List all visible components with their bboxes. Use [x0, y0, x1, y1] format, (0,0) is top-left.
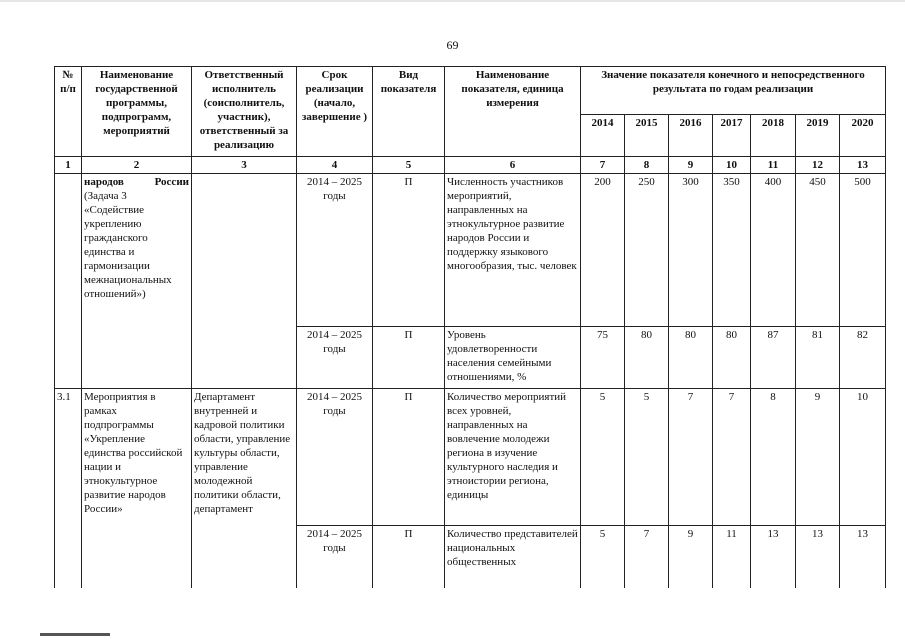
header-program-name: Наименование государственной программы, подпрограмм, мероприятий [82, 67, 192, 157]
header-indicator: Наименование показателя, единица измерения [445, 67, 581, 157]
header-term: Срок реализации (начало, завершение ) [297, 67, 373, 157]
value-cell: 7 [625, 526, 669, 588]
scan-bottom-mark [40, 633, 110, 636]
program-name-text: (Задача 3 «Содействие укреплению гражданского единства и гармонизации межнациональных отношений») [84, 190, 172, 300]
column-number: 9 [669, 157, 713, 174]
header-year: 2018 [751, 115, 796, 157]
value-cell: 10 [840, 389, 886, 526]
term-cell: 2014 – 2025 годы [297, 526, 373, 588]
term-cell: 2014 – 2025 годы [297, 327, 373, 389]
value-cell: 82 [840, 327, 886, 389]
header-year: 2019 [796, 115, 840, 157]
table-row [55, 174, 886, 327]
column-number-row [55, 157, 886, 174]
header-kind: Вид показателя [373, 67, 445, 157]
program-table [54, 66, 886, 588]
header-year: 2017 [713, 115, 751, 157]
kind-cell: П [373, 327, 445, 389]
column-number: 13 [840, 157, 886, 174]
value-cell: 300 [669, 174, 713, 327]
row-num: 3.1 [55, 389, 82, 588]
kind-cell: П [373, 526, 445, 588]
value-cell: 9 [796, 389, 840, 526]
value-cell: 500 [840, 174, 886, 327]
term-cell: 2014 – 2025 годы [297, 389, 373, 526]
header-num: № п/п [55, 67, 82, 157]
value-cell: 5 [581, 389, 625, 526]
value-cell: 200 [581, 174, 625, 327]
value-cell: 87 [751, 327, 796, 389]
column-number: 7 [581, 157, 625, 174]
top-edge-line [0, 0, 905, 2]
column-number: 4 [297, 157, 373, 174]
row-num [55, 174, 82, 389]
kind-cell: П [373, 174, 445, 327]
header-executor: Ответственный исполнитель (соисполнитель, участник), ответственный за реализацию [192, 67, 297, 157]
value-cell: 13 [751, 526, 796, 588]
value-cell: 9 [669, 526, 713, 588]
executor-cell: Департамент внутренней и кадровой политики области, управление культуры области, управление молодежной политики области, департамент [192, 389, 297, 588]
value-cell: 8 [751, 389, 796, 526]
header-values-group: Значение показателя конечного и непосредственного результата по годам реализации [581, 67, 886, 115]
column-number: 11 [751, 157, 796, 174]
column-number: 2 [82, 157, 192, 174]
executor-cell [192, 174, 297, 389]
program-name-cell: Мероприятия в рамках подпрограммы «Укрепление единства российской нации и этнокультурное развитие народов России» [82, 389, 192, 588]
header-year: 2016 [669, 115, 713, 157]
value-cell: 13 [796, 526, 840, 588]
column-number: 10 [713, 157, 751, 174]
indicator-cell: Количество представителей национальных общественных [445, 526, 581, 588]
column-number: 1 [55, 157, 82, 174]
table-row [55, 389, 886, 526]
value-cell: 450 [796, 174, 840, 327]
value-cell: 5 [581, 526, 625, 588]
value-cell: 7 [713, 389, 751, 526]
value-cell: 400 [751, 174, 796, 327]
value-cell: 7 [669, 389, 713, 526]
column-number: 8 [625, 157, 669, 174]
kind-cell: П [373, 389, 445, 526]
indicator-cell: Уровень удовлетворенности населения семейными отношениями, % [445, 327, 581, 389]
value-cell: 11 [713, 526, 751, 588]
value-cell: 81 [796, 327, 840, 389]
indicator-cell: Количество мероприятий всех уровней, направленных на вовлечение молодежи региона в изучение культурного наследия и этноистории региона, единицы [445, 389, 581, 526]
value-cell: 350 [713, 174, 751, 327]
value-cell: 5 [625, 389, 669, 526]
indicator-cell: Численность участников мероприятий, направленных на этнокультурное развитие народов России и поддержку языкового многообразия, тыс. человек [445, 174, 581, 327]
header-year: 2015 [625, 115, 669, 157]
value-cell: 13 [840, 526, 886, 588]
value-cell: 80 [669, 327, 713, 389]
header-year: 2014 [581, 115, 625, 157]
term-cell: 2014 – 2025 годы [297, 174, 373, 327]
page-number: 69 [446, 38, 459, 52]
column-number: 12 [796, 157, 840, 174]
value-cell: 80 [713, 327, 751, 389]
value-cell: 80 [625, 327, 669, 389]
column-number: 3 [192, 157, 297, 174]
program-name-cell [82, 174, 192, 389]
value-cell: 250 [625, 174, 669, 327]
program-name-head: народов России [84, 176, 189, 188]
header-row-1 [55, 67, 886, 115]
value-cell: 75 [581, 327, 625, 389]
header-year: 2020 [840, 115, 886, 157]
column-number: 6 [445, 157, 581, 174]
column-number: 5 [373, 157, 445, 174]
